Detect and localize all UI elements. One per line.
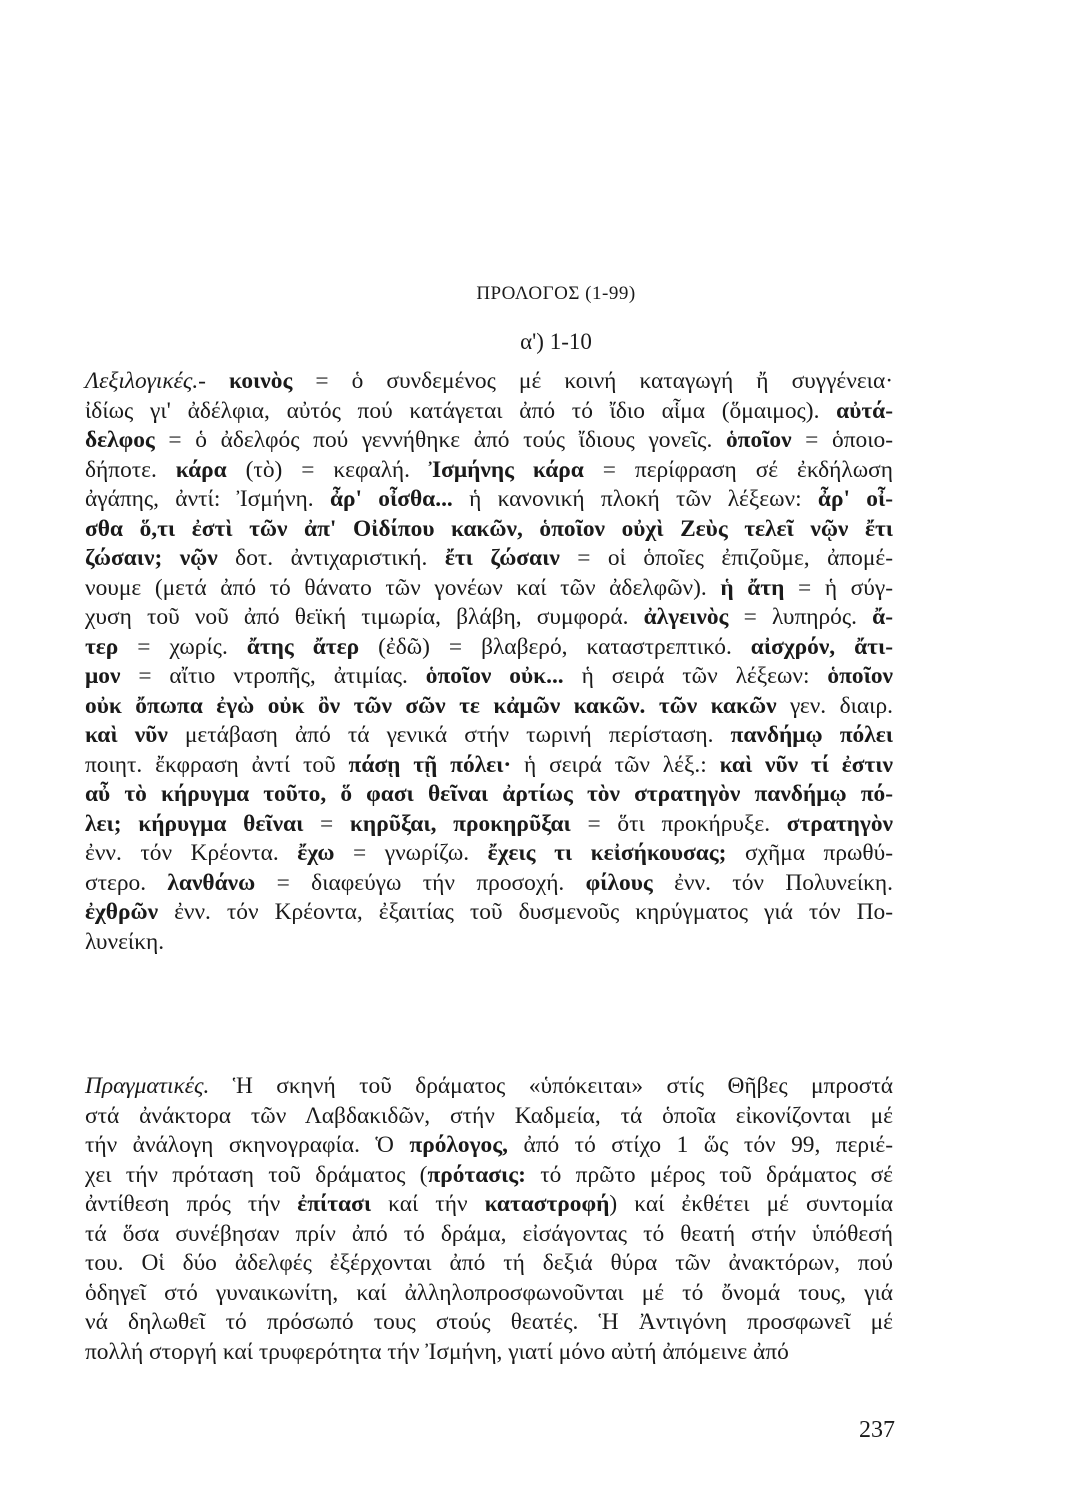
gloss-text: στά ἀνάκτορα τῶν Λαβδακιδῶν, στήν Καδμεία, τά ὁποῖα εἰκονίζονται μέ [85,1102,893,1129]
text-line [85,780,893,810]
bold-term: λει; κήρυγμα θεῖναι [85,810,304,837]
bold-term: τερ [85,633,119,660]
text-line [85,751,893,781]
gloss-text: ἡ σειρά τῶν λέξ.: [511,751,720,778]
bold-term: πρότασις: [427,1161,526,1188]
subsection-title: α') 1-10 [520,329,592,354]
text-line [85,574,893,604]
bold-term: κηρῦξαι, προκηρῦξαι [349,810,571,837]
bold-term: ἔτι ζώσαιν [444,545,560,571]
gloss-text: ) καί ἐκθέτει μέ συντομία [609,1191,893,1217]
bold-term: ἔχω [297,840,335,866]
gloss-text: = ὁποιο- [791,427,893,453]
bold-term: Ἰσμήνης κάρα [428,456,584,483]
bold-term: δελφος [85,427,155,453]
text-line [85,397,893,427]
gloss-text: τήν ἀνάλογη σκηνογραφία. Ὁ [85,1132,410,1158]
gloss-text: = περίφραση σέ ἐκδήλωση [583,456,893,483]
text-line [85,456,893,486]
bold-term: μον [85,663,121,689]
bold-term: αὐτά- [836,397,893,424]
text-line [85,1161,893,1191]
bold-term: ὁποῖον [725,427,792,453]
bold-term: κοινὸς [229,368,293,394]
gloss-text: καί τήν [371,1191,485,1217]
text-line [85,721,893,751]
gloss-text: = αἴτιο ντροπῆς, ἀτιμίας. [120,663,426,689]
bold-term: οὐκ ὄπωπα ἐγὼ οὐκ ὂν τῶν σῶν τε κἀμῶν κακῶν. τῶν κακῶν [85,692,777,719]
gloss-text: στερο. [85,869,168,896]
text-line [85,1338,893,1368]
bold-term: καὶ νῦν [85,722,168,748]
gloss-text: τό πρῶτο μέρος τοῦ δράματος σέ [525,1161,893,1188]
text-line [85,898,893,928]
text-line [85,869,893,899]
bold-term: ἔχεις τι κεἰσήκουσας; [487,840,727,866]
factual-notes-paragraph [85,1072,893,1367]
gloss-text: ἰδίως γι' ἀδέλφια, αὐτός πού κατάγεται ἀπό τό ἴδιο αἷμα (ὅμαιμος). [85,397,837,424]
bold-term: ἡ ἄτη [720,574,785,601]
bold-term: σθα ὅ,τι ἐστὶ τῶν ἀπ' Οἰδίπου κακῶν, ὁποῖον οὐχὶ Ζεὺς τελεῖ νῷν ἔτι [85,515,893,542]
gloss-text: χει τήν πρόταση τοῦ δράματος ( [85,1161,428,1188]
text-line [85,515,893,545]
bold-term: καὶ νῦν τί ἐστιν [719,751,893,778]
gloss-text: λυνείκη. [85,928,165,955]
text-line [85,367,893,397]
text-line [85,1072,893,1102]
text-line [85,426,893,456]
text-line [85,1308,893,1338]
gloss-text: = οἱ ὁποῖες ἐπιζοῦμε, ἀπομέ- [559,545,893,571]
bold-term: ζώσαιν; νῷν [85,545,218,571]
text-line [85,692,893,722]
gloss-text: ὁδηγεῖ στό γυναικωνίτη, καί ἀλληλοπροσφωνοῦνται μέ τό ὄνομά τους, γιά [85,1279,893,1306]
gloss-text: του. Οἱ δύο ἀδελφές ἐξέρχονται ἀπό τή δεξιά θύρα τῶν ἀνακτόρων, πού [85,1250,893,1276]
bold-term: φίλους [585,869,653,896]
bold-term: ὁποῖον [827,663,893,689]
bold-term: πρόλογος, [409,1132,508,1158]
bold-term: αἰσχρόν, ἄτι- [750,633,894,660]
gloss-text: = ἡ σύγ- [784,574,893,601]
gloss-text: = ὅτι προκήρυξε. [570,810,787,837]
bold-term: ἐχθρῶν [85,899,159,925]
gloss-text: = [303,810,350,837]
text-line [85,603,893,633]
bold-term: ἆρ' οἶσθα... [329,486,453,512]
text-line [85,1102,893,1132]
gloss-text: πολλή στοργή καί τρυφερότητα τήν Ἰσμήνη, γιατί μόνο αὐτή ἀπόμεινε ἀπό [85,1338,789,1365]
bold-term: καταστροφή [484,1191,610,1217]
gloss-text: ἐνν. τόν Πολυνείκη. [652,869,893,896]
bold-term: ἀλγεινὸς [643,604,729,630]
text-line [85,1220,893,1250]
bold-term: στρατηγὸν [786,810,893,837]
text-line [85,662,893,692]
gloss-text: σχῆμα πρωθύ- [726,840,893,866]
lexical-notes-paragraph [85,367,893,957]
gloss-text: = ὁ συνδεμένος μέ κοινή καταγωγή ἤ συγγένεια· [292,368,893,394]
gloss-text: (ἐδῶ) = βλαβερό, καταστρεπτικό. [359,633,751,660]
gloss-text: δοτ. ἀντιχαριστική. [217,545,445,571]
gloss-text: = γνωρίζω. [334,840,488,866]
text-line [85,1249,893,1279]
text-line [85,633,893,663]
text-line [85,928,893,958]
bold-term: ὁποῖον οὐκ... [425,663,564,689]
lexical-label: Λεξιλογικές.- [85,368,206,394]
gloss-text: ἀπό τό στίχο 1 ὥς τόν 99, περιέ- [507,1132,893,1158]
section-title: ΠΡΟΛΟΓΟΣ (1-99) [476,283,636,304]
text-line [85,1190,893,1220]
gloss-text: νά δηλωθεῖ τό πρόσωπό τους στούς θεατές. Ἡ Ἀντιγόνη προσφωνεῖ μέ [85,1309,893,1335]
gloss-text: = ὁ ἀδελφός πού γεννήθηκε ἀπό τούς ἴδιους γονεῖς. [154,427,726,453]
bold-term: πανδήμῳ πόλει [730,722,893,748]
text-line [85,839,893,869]
bold-term: ἄτης ἄτερ [246,633,360,660]
gloss-text: ἡ κανονική πλοκή τῶν λέξεων: [452,486,818,512]
text-line [85,1131,893,1161]
gloss-text: νουμε (μετά ἀπό τό θάνατο τῶν γονέων καί τῶν ἀδελφῶν). [85,574,721,601]
bold-term: κάρα [175,456,227,483]
gloss-text: = διαφεύγω τήν προσοχή. [255,869,586,896]
gloss-text: ποιητ. ἔκφραση ἀντί τοῦ [85,751,349,778]
text-line [85,810,893,840]
text-line [85,485,893,515]
gloss-text: ἀγάπης, ἀντί: Ἰσμήνη. [85,486,330,512]
gloss-text: ἐνν. τόν Κρέοντα, ἐξαιτίας τοῦ δυσμενοῦς κηρύγματος γιά τόν Πο- [158,899,893,925]
text-line [85,544,893,574]
gloss-text: δήποτε. [85,456,176,483]
gloss-text: = λυπηρός. [728,604,873,630]
gloss-text: (τὸ) = κεφαλή. [226,456,429,483]
gloss-text: χυση τοῦ νοῦ ἀπό θεϊκή τιμωρία, βλάβη, συμφορά. [85,604,644,630]
bold-term: ἐπίτασι [297,1191,372,1217]
bold-term: ἆρ' οἶ- [817,486,893,512]
bold-term: λανθάνω [167,869,256,896]
gloss-text: = χωρίς. [118,633,247,660]
gloss-text: τά ὅσα συνέβησαν πρίν ἀπό τό δράμα, εἰσάγοντας τό θεατή στήν ὑπόθεσή [85,1220,893,1247]
bold-term: ἄ- [872,604,893,630]
gloss-text: μετάβαση ἀπό τά γενικά στήν τωρινή περίσταση. [167,722,731,748]
bold-term: πάσῃ τῇ πόλει· [348,751,512,778]
bold-term: αὖ τὸ κήρυγμα τοῦτο, ὅ φασι θεῖναι ἀρτίως τὸν στρατηγὸν πανδήμῳ πό- [85,781,893,807]
page-number: 237 [859,1417,895,1443]
factual-label: Πραγματικές. [85,1073,210,1099]
gloss-text: ἐνν. τόν Κρέοντα. [85,840,298,866]
gloss-text: ἡ σειρά τῶν λέξεων: [563,663,828,689]
gloss-text: ἀντίθεση πρός τήν [85,1191,298,1217]
text-line [85,1279,893,1309]
gloss-text: γεν. διαιρ. [776,692,893,719]
gloss-text: Ἡ σκηνή τοῦ δράματος «ὑπόκειται» στίς Θῆβες μπροστά [232,1073,893,1099]
